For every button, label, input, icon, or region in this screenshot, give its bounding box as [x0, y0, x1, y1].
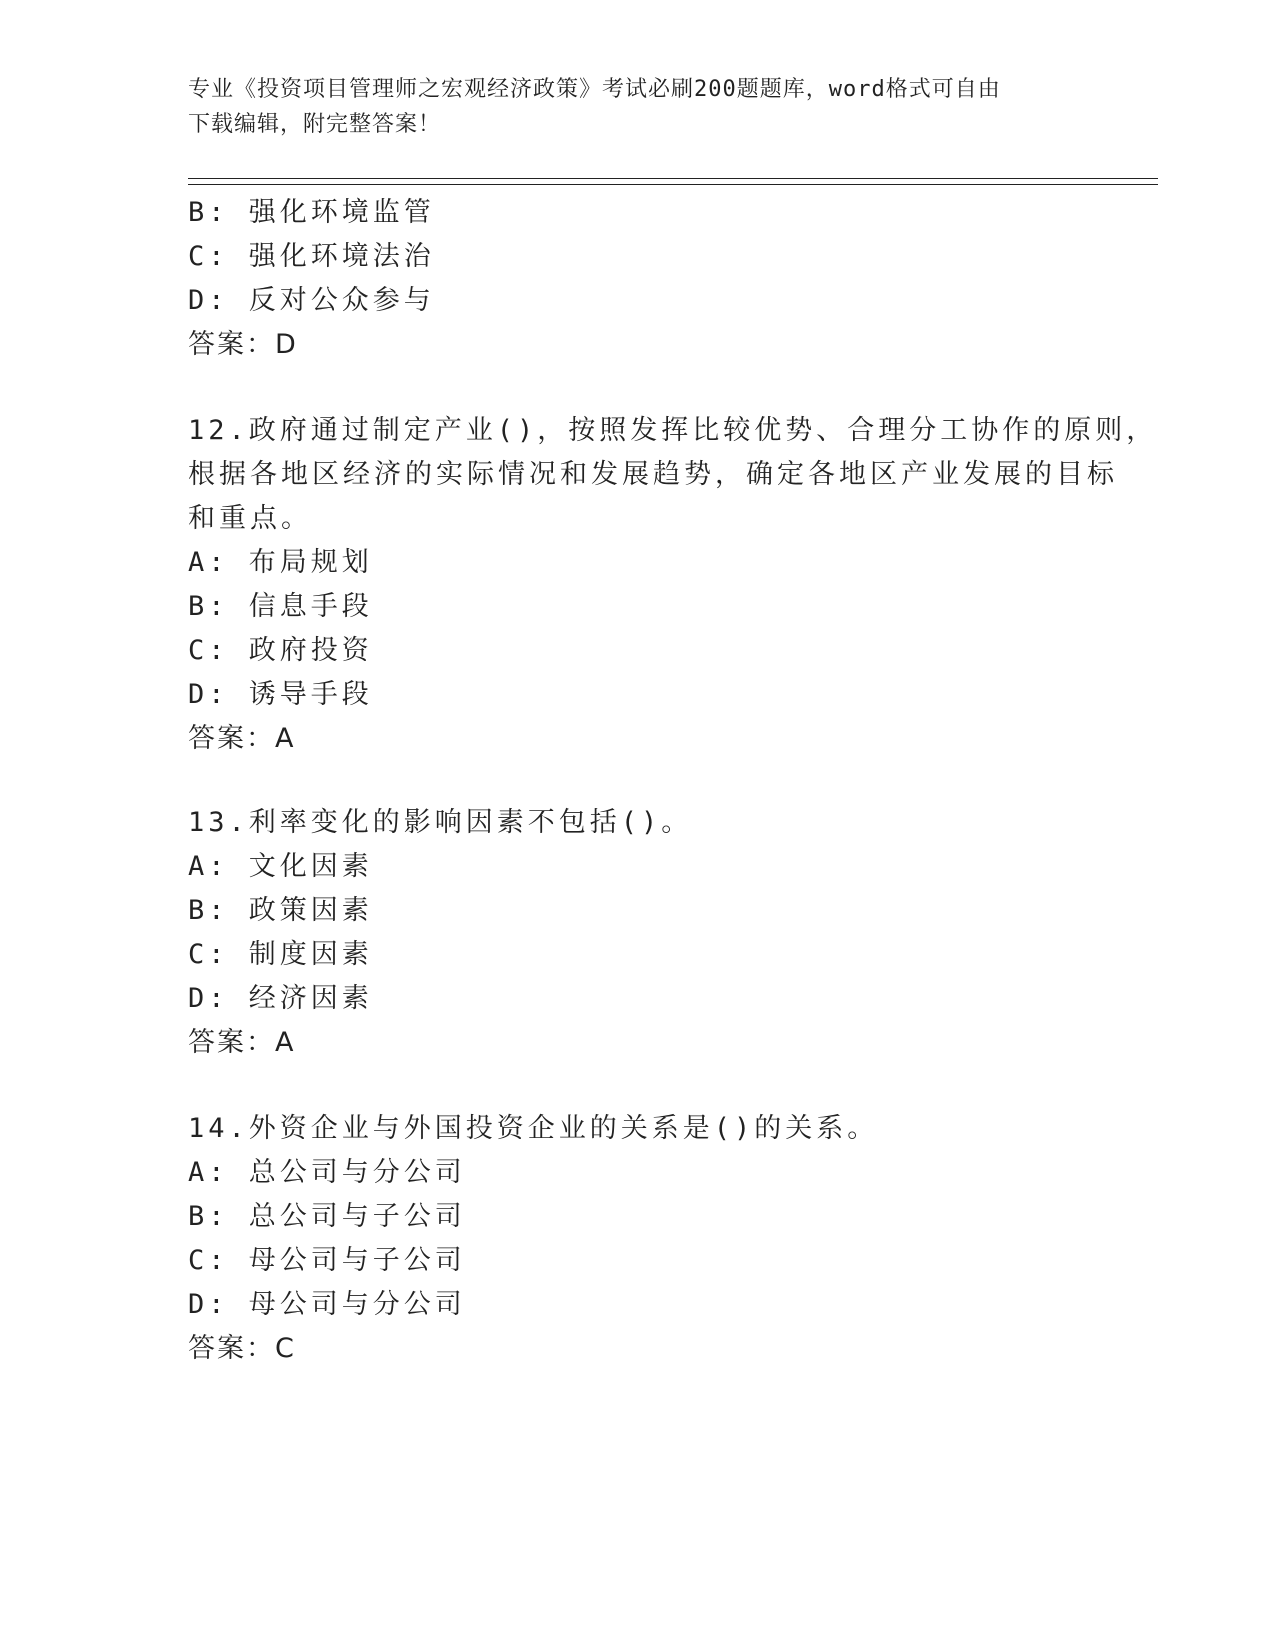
option-a: A: 文化因素 [188, 851, 373, 882]
answer-line: 答案：D [188, 329, 298, 360]
header-line-2: 下载编辑，附完整答案！ [188, 112, 442, 137]
question-text-line: 14.外资企业与外国投资企业的关系是()的关系。 [188, 1113, 879, 1144]
question-text-line: 根据各地区经济的实际情况和发展趋势，确定各地区产业发展的目标 [188, 459, 1118, 490]
option-c: C: 强化环境法治 [188, 241, 435, 272]
answer-line: 答案：C [188, 1333, 296, 1364]
header-divider-top [188, 178, 1158, 179]
option-b: B: 信息手段 [188, 591, 373, 622]
option-d: D: 母公司与分公司 [188, 1289, 466, 1320]
answer-line: 答案：A [188, 1027, 296, 1058]
option-b: B: 政策因素 [188, 895, 373, 926]
header-line-1: 专业《投资项目管理师之宏观经济政策》考试必刷200题题库，word格式可自由 [188, 77, 1001, 102]
option-c: C: 母公司与子公司 [188, 1245, 466, 1276]
document-header [188, 72, 1088, 142]
question-text-line: 12.政府通过制定产业()，按照发挥比较优势、合理分工协作的原则， [188, 415, 1158, 446]
option-a: A: 布局规划 [188, 547, 373, 578]
option-d: D: 反对公众参与 [188, 285, 435, 316]
question-text-line: 和重点。 [188, 503, 312, 534]
option-d: D: 诱导手段 [188, 679, 373, 710]
header-divider-bottom [188, 184, 1158, 185]
option-c: C: 制度因素 [188, 939, 373, 970]
answer-line: 答案：A [188, 723, 296, 754]
option-b: B: 强化环境监管 [188, 197, 435, 228]
option-d: D: 经济因素 [188, 983, 373, 1014]
option-a: A: 总公司与分公司 [188, 1157, 466, 1188]
question-text-line: 13.利率变化的影响因素不包括()。 [188, 807, 693, 838]
option-b: B: 总公司与子公司 [188, 1201, 466, 1232]
option-c: C: 政府投资 [188, 635, 373, 666]
